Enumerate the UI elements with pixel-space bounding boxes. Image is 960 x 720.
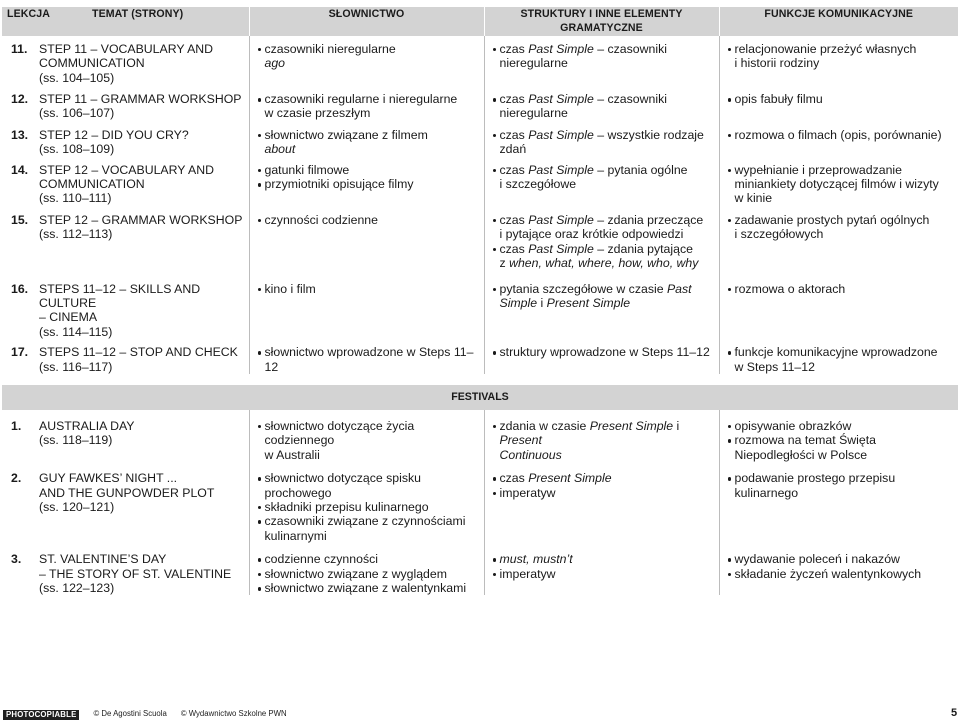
topic-line: COMMUNICATION	[39, 177, 145, 192]
functions-list	[720, 163, 959, 206]
list-item	[493, 163, 713, 192]
festivals-heading: FESTIVALS	[2, 385, 958, 410]
festival-row	[2, 410, 958, 462]
vocabulary-cell	[249, 121, 484, 157]
text-line: słownictwo dotyczące spisku	[264, 471, 422, 486]
lesson-topic	[39, 163, 249, 206]
list-item	[493, 282, 713, 311]
lesson-number: 11.	[11, 41, 28, 56]
text-line: słownictwo związane z walentynkami	[264, 581, 467, 595]
structures-cell	[484, 206, 719, 271]
text-line: w czasie przeszłym	[264, 106, 371, 121]
text-line: imperatyw	[499, 566, 556, 581]
functions-cell	[719, 339, 958, 374]
structures-list	[485, 345, 719, 359]
lesson-plan-table	[2, 7, 958, 595]
vocabulary-list	[250, 552, 484, 595]
text-line: czas Present Simple	[499, 471, 612, 486]
list-item	[493, 419, 713, 462]
festivals-body	[2, 410, 958, 595]
topic-line: (ss. 106–107)	[39, 106, 115, 121]
list-item	[493, 213, 713, 242]
lesson-number: 2.	[11, 471, 22, 486]
topic-line: – THE STORY OF ST. VALENTINE	[39, 566, 232, 581]
lesson-number: 13.	[11, 127, 29, 142]
lesson-topic	[39, 345, 249, 374]
topic-line: STEP 12 – GRAMMAR WORKSHOP	[39, 212, 243, 227]
topic-line: ST. VALENTINE’S DAY	[39, 552, 167, 567]
lesson-number: 17.	[11, 345, 29, 360]
list-item	[728, 128, 953, 142]
text-line: funkcje komunikacyjne wprowadzone	[734, 345, 938, 360]
structures-list	[485, 92, 719, 121]
topic-line: (ss. 122–123)	[39, 581, 115, 595]
text-line: składniki przepisu kulinarnego	[264, 499, 429, 514]
lessons-body	[2, 36, 958, 374]
structures-list	[485, 282, 719, 311]
topic-cell	[2, 543, 249, 595]
functions-cell	[719, 121, 958, 157]
lesson-number: 16.	[11, 281, 29, 296]
text-line: słownictwo związane z filmem	[264, 127, 428, 142]
text-line: podawanie prostego przepisu	[734, 471, 896, 486]
footer	[3, 709, 287, 720]
text-line: przymiotniki opisujące filmy	[264, 177, 414, 192]
lesson-row	[2, 339, 958, 374]
text-line: zadawanie prostych pytań ogólnych	[734, 212, 930, 227]
lesson-row	[2, 36, 958, 85]
list-item	[258, 500, 478, 514]
lesson-number: 1.	[11, 418, 22, 433]
lesson-row	[2, 271, 958, 340]
structures-list	[485, 42, 719, 71]
lesson-topic	[39, 92, 249, 121]
text-line: Continuous	[499, 447, 562, 462]
functions-list	[720, 92, 959, 106]
list-item	[258, 128, 478, 157]
text-line: nieregularne	[499, 56, 568, 71]
lesson-topic	[39, 471, 249, 514]
vocabulary-cell	[249, 36, 484, 85]
functions-list	[720, 213, 959, 242]
list-item	[258, 567, 478, 581]
text-line: rozmowa na temat Święta	[734, 433, 876, 448]
vocabulary-list	[250, 128, 484, 157]
structures-cell	[484, 462, 719, 543]
functions-cell	[719, 157, 958, 206]
list-item	[728, 552, 953, 566]
text-line: czynności codzienne	[264, 212, 378, 227]
lesson-row	[2, 85, 958, 121]
list-item	[258, 345, 478, 374]
list-item	[493, 92, 713, 121]
list-item	[258, 514, 478, 543]
festivals-header-row	[2, 374, 958, 410]
topic-line: STEP 12 – VOCABULARY AND	[39, 162, 214, 177]
lesson-row	[2, 206, 958, 271]
text-line: czas Past Simple – czasowniki	[499, 92, 667, 107]
text-line: słownictwo związane z wyglądem	[264, 566, 447, 581]
list-item	[728, 42, 953, 71]
functions-list	[720, 471, 959, 500]
structures-cell	[484, 271, 719, 340]
list-item	[258, 213, 478, 227]
header-funkcje: FUNKCJE KOMUNIKACYJNE	[719, 7, 958, 36]
topic-cell	[2, 157, 249, 206]
lesson-number: 3.	[11, 552, 22, 567]
list-item	[493, 471, 713, 485]
vocabulary-list	[250, 213, 484, 227]
text-line: czas Past Simple – zdania przeczące	[499, 212, 704, 227]
text-line: struktury wprowadzone w Steps 11–12	[499, 345, 710, 360]
topic-line: GUY FAWKES’ NIGHT ...	[39, 471, 178, 486]
structures-list	[485, 128, 719, 157]
header-temat: TEMAT (STRONY)	[92, 8, 184, 20]
functions-cell	[719, 543, 958, 595]
list-item	[258, 177, 478, 191]
list-item	[493, 486, 713, 500]
vocabulary-list	[250, 471, 484, 543]
text-line: rozmowa o filmach (opis, porównanie)	[734, 127, 942, 142]
lesson-number: 12.	[11, 92, 29, 107]
structures-list	[485, 163, 719, 192]
topic-line: (ss. 104–105)	[39, 70, 115, 85]
publisher-credit-1: © De Agostini Scuola	[93, 709, 167, 719]
topic-line: (ss. 118–119)	[39, 433, 113, 448]
list-item	[258, 471, 478, 500]
structures-cell	[484, 339, 719, 374]
vocabulary-list	[250, 163, 484, 192]
functions-cell	[719, 271, 958, 340]
list-item	[728, 471, 953, 500]
structures-cell	[484, 36, 719, 85]
list-item	[493, 567, 713, 581]
list-item	[493, 552, 713, 566]
structures-cell	[484, 410, 719, 462]
text-line: kulinarnymi	[264, 528, 327, 543]
structures-list	[485, 419, 719, 462]
topic-cell	[2, 410, 249, 462]
list-item	[728, 163, 953, 206]
lesson-topic	[39, 419, 249, 448]
text-line: kulinarnego	[734, 485, 799, 500]
list-item	[258, 42, 478, 71]
topic-line: AUSTRALIA DAY	[39, 418, 135, 433]
text-line: z when, what, where, how, who, why	[499, 256, 699, 271]
text-line: rozmowa o aktorach	[734, 281, 846, 296]
text-line: pytania szczegółowe w czasie Past	[499, 281, 692, 296]
header-cell-lesson-topic	[2, 7, 249, 36]
topic-cell	[2, 462, 249, 543]
festival-row	[2, 462, 958, 543]
vocabulary-cell	[249, 85, 484, 121]
page-number: 5	[951, 707, 958, 719]
topic-line: STEP 12 – DID YOU CRY?	[39, 127, 189, 142]
lesson-topic	[39, 128, 249, 157]
topic-line: (ss. 112–113)	[39, 227, 113, 242]
list-item	[258, 92, 478, 121]
lesson-row	[2, 157, 958, 206]
list-item	[493, 242, 713, 271]
functions-cell	[719, 85, 958, 121]
vocabulary-list	[250, 92, 484, 121]
header-slownictwo: SŁOWNICTWO	[249, 7, 484, 36]
topic-line: (ss. 110–111)	[39, 191, 112, 206]
topic-line: – CINEMA	[39, 310, 98, 325]
topic-cell	[2, 206, 249, 271]
lesson-number: 14.	[11, 162, 29, 177]
text-line: wydawanie poleceń i nakazów	[734, 552, 900, 567]
topic-cell	[2, 271, 249, 340]
lesson-row	[2, 121, 958, 157]
vocabulary-cell	[249, 462, 484, 543]
vocabulary-list	[250, 282, 484, 296]
topic-line: (ss. 114–115)	[39, 324, 113, 339]
topic-cell	[2, 121, 249, 157]
lesson-topic	[39, 42, 249, 85]
text-line: gatunki filmowe	[264, 162, 350, 177]
list-item	[728, 419, 953, 433]
topic-line: (ss. 116–117)	[39, 359, 113, 374]
text-line: codzienne czynności	[264, 552, 378, 567]
vocabulary-list	[250, 345, 484, 374]
text-line: zdań	[499, 142, 527, 157]
text-line: i szczegółowe	[499, 177, 577, 192]
list-item	[493, 345, 713, 359]
text-line: wypełnianie i przeprowadzanie	[734, 162, 902, 177]
text-line: about	[264, 142, 296, 157]
lesson-topic	[39, 552, 249, 595]
publisher-credit-2: © Wydawnictwo Szkolne PWN	[180, 709, 287, 719]
topic-cell	[2, 36, 249, 85]
list-item	[728, 567, 953, 581]
functions-cell	[719, 36, 958, 85]
structures-list	[485, 213, 719, 271]
lesson-number: 15.	[11, 212, 29, 227]
photocopiable-badge: PHOTOCOPIABLE	[3, 710, 79, 720]
topic-line: AND THE GUNPOWDER PLOT	[39, 485, 215, 500]
structures-list	[485, 471, 719, 500]
vocabulary-cell	[249, 157, 484, 206]
list-item	[258, 419, 478, 462]
text-line: czas Past Simple – pytania ogólne	[499, 162, 688, 177]
text-line: ago	[264, 56, 286, 71]
text-line: must, mustn’t	[499, 552, 573, 567]
text-line: Simple i Present Simple	[499, 295, 631, 310]
vocabulary-cell	[249, 206, 484, 271]
text-line: czasowniki związane z czynnościami	[264, 514, 466, 529]
structures-cell	[484, 543, 719, 595]
text-line: i historii rodziny	[734, 56, 820, 71]
structures-list	[485, 552, 719, 581]
text-line: Niepodległości w Polsce	[734, 447, 868, 462]
vocabulary-list	[250, 42, 484, 71]
text-line: w kinie	[734, 191, 773, 206]
text-line: czasowniki nieregularne	[264, 41, 396, 56]
text-line: kino i film	[264, 281, 316, 296]
text-line: prochowego	[264, 485, 332, 500]
text-line: relacjonowanie przeżyć własnych	[734, 41, 917, 56]
functions-cell	[719, 462, 958, 543]
structures-cell	[484, 157, 719, 206]
topic-line: (ss. 108–109)	[39, 142, 115, 157]
text-line: i szczegółowych	[734, 227, 824, 242]
structures-cell	[484, 121, 719, 157]
text-line: czasowniki regularne i nieregularne	[264, 92, 458, 107]
functions-list	[720, 552, 959, 581]
vocabulary-cell	[249, 410, 484, 462]
text-line: w Steps 11–12	[734, 359, 815, 374]
text-line: nieregularne	[499, 106, 568, 121]
text-line: opis fabuły filmu	[734, 92, 823, 107]
topic-line: STEPS 11–12 – STOP AND CHECK	[39, 345, 238, 360]
text-line: czas Past Simple – czasowniki	[499, 41, 667, 56]
functions-cell	[719, 410, 958, 462]
text-line: opisywanie obrazków	[734, 418, 852, 433]
topic-cell	[2, 339, 249, 374]
vocabulary-cell	[249, 339, 484, 374]
text-line: czas Past Simple – wszystkie rodzaje	[499, 127, 704, 142]
list-item	[258, 163, 478, 177]
list-item	[728, 345, 953, 374]
text-line: miniankiety dotyczącej filmów i wizyty	[734, 177, 939, 192]
functions-list	[720, 345, 959, 374]
list-item	[728, 213, 953, 242]
functions-list	[720, 419, 959, 462]
functions-list	[720, 42, 959, 71]
list-item	[258, 552, 478, 566]
lesson-topic	[39, 282, 249, 340]
functions-list	[720, 128, 959, 142]
list-item	[493, 42, 713, 71]
vocabulary-cell	[249, 543, 484, 595]
topic-cell	[2, 85, 249, 121]
topic-line: STEPS 11–12 – SKILLS AND CULTURE	[39, 281, 201, 310]
list-item	[493, 128, 713, 157]
text-line: składanie życzeń walentynkowych	[734, 566, 922, 581]
header-lekcja: LEKCJA	[7, 8, 50, 20]
text-line: imperatyw	[499, 485, 556, 500]
list-item	[258, 282, 478, 296]
topic-line: STEP 11 – GRAMMAR WORKSHOP	[39, 92, 242, 107]
list-item	[728, 92, 953, 106]
topic-line: (ss. 120–121)	[39, 499, 115, 514]
list-item	[258, 581, 478, 595]
vocabulary-list	[250, 419, 484, 462]
functions-list	[720, 282, 959, 296]
functions-cell	[719, 206, 958, 271]
text-line: słownictwo dotyczące życia codziennego	[264, 418, 415, 448]
text-line: słownictwo wprowadzone w Steps 11–12	[264, 345, 474, 374]
text-line: czas Past Simple – zdania pytające	[499, 241, 693, 256]
text-line: zdania w czasie Present Simple i Present	[499, 418, 680, 448]
lesson-topic	[39, 213, 249, 242]
vocabulary-cell	[249, 271, 484, 340]
structures-cell	[484, 85, 719, 121]
table-header-row	[2, 7, 958, 36]
header-struktury: STRUKTURY I INNE ELEMENTY GRAMATYCZNE	[484, 7, 719, 36]
list-item	[728, 282, 953, 296]
topic-line: COMMUNICATION	[39, 56, 145, 71]
text-line: i pytające oraz krótkie odpowiedzi	[499, 227, 684, 242]
text-line: w Australii	[264, 447, 320, 462]
festival-row	[2, 543, 958, 595]
topic-line: STEP 11 – VOCABULARY AND	[39, 41, 214, 56]
list-item	[728, 433, 953, 462]
